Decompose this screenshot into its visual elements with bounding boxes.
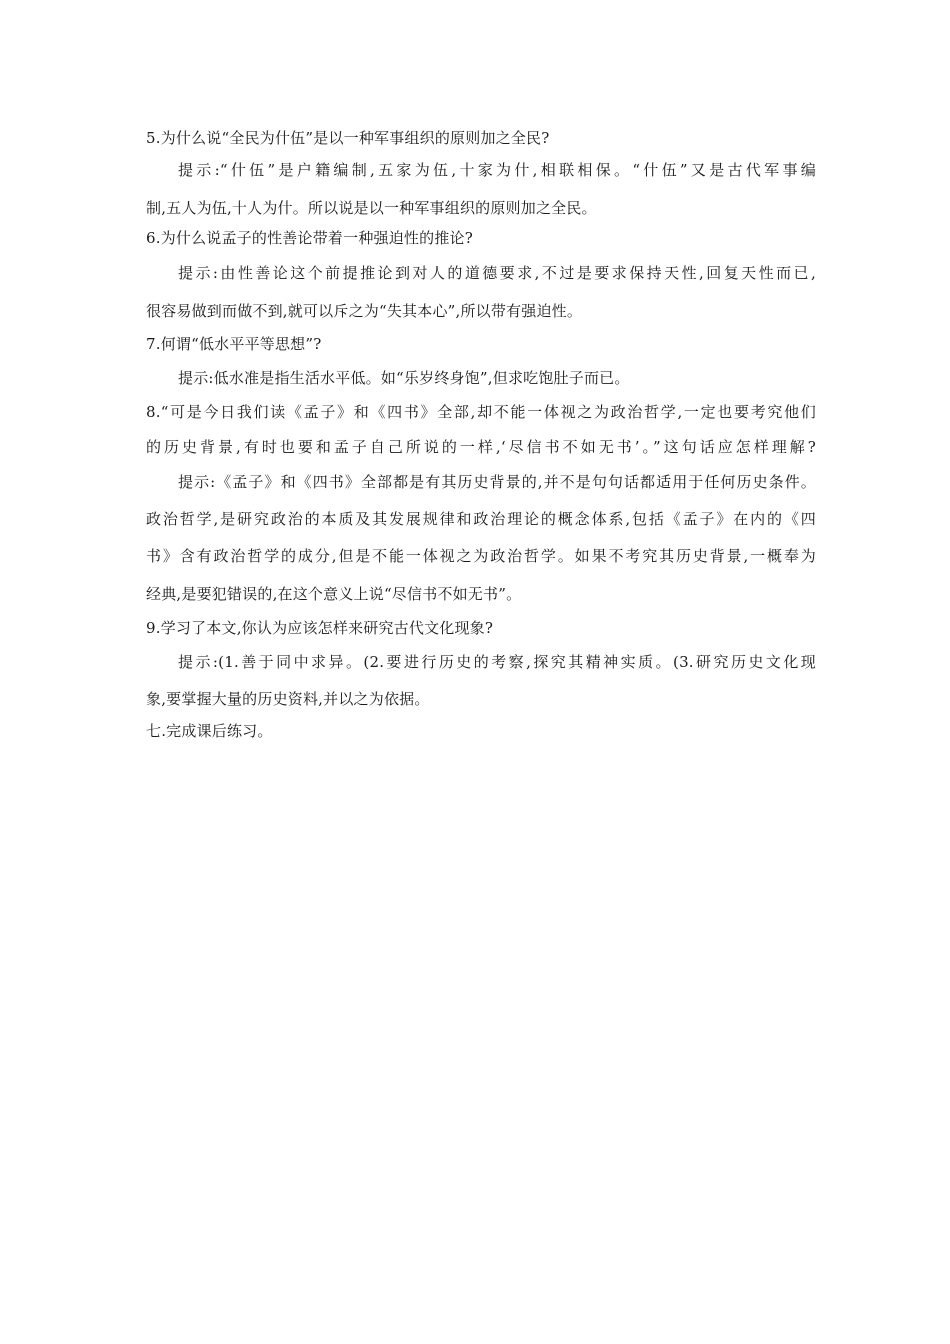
section-7-heading: 七.完成课后练习。 [146,722,273,740]
question-9: 9.学习了本文,你认为应该怎样来研究古代文化现象? [146,619,494,637]
question-6: 6.为什么说孟子的性善论带着一种强迫性的推论? [146,229,473,247]
question-8-line-2: 的历史背景,有时也要和孟子自己所说的一样,‘尽信书不如无书’。”这句话应怎样理解? [146,438,816,456]
question-7: 7.何谓“低水平平等思想”? [146,335,322,353]
hint-9-line-2: 象,要掌握大量的历史资料,并以之为依据。 [146,690,430,708]
hint-8-line-3: 书》含有政治哲学的成分,但是不能一体视之为政治哲学。如果不考究其历史背景,一概奉为 [146,547,816,565]
hint-5-line-1: 提示:“什伍”是户籍编制,五家为伍,十家为什,相联相保。“什伍”又是古代军事编 [178,161,816,179]
hint-6-line-1: 提示:由性善论这个前提推论到对人的道德要求,不过是要求保持天性,回复天性而已, [178,264,816,282]
hint-5-line-2: 制,五人为伍,十人为什。所以说是以一种军事组织的原则加之全民。 [146,199,597,217]
question-8-line-1: 8.“可是今日我们读《孟子》和《四书》全部,却不能一体视之为政治哲学,一定也要考究他们 [146,403,816,421]
hint-8-line-2: 政治哲学,是研究政治的本质及其发展规律和政治理论的概念体系,包括《孟子》在内的《四 [146,510,816,528]
question-5: 5.为什么说“全民为什伍”是以一种军事组织的原则加之全民? [146,129,550,147]
hint-6-line-2: 很容易做到而做不到,就可以斥之为“失其本心”,所以带有强迫性。 [146,302,583,320]
hint-9-line-1: 提示:(1.善于同中求异。(2.要进行历史的考察,探究其精神实质。(3.研究历史文化现 [178,653,816,671]
hint-8-line-1: 提示:《孟子》和《四书》全部都是有其历史背景的,并不是句句话都适用于任何历史条件。 [178,473,816,491]
hint-8-line-4: 经典,是要犯错误的,在这个意义上说“尽信书不如无书”。 [146,585,522,603]
hint-7-line-1: 提示:低水准是指生活水平低。如“乐岁终身饱”,但求吃饱肚子而已。 [178,369,630,387]
